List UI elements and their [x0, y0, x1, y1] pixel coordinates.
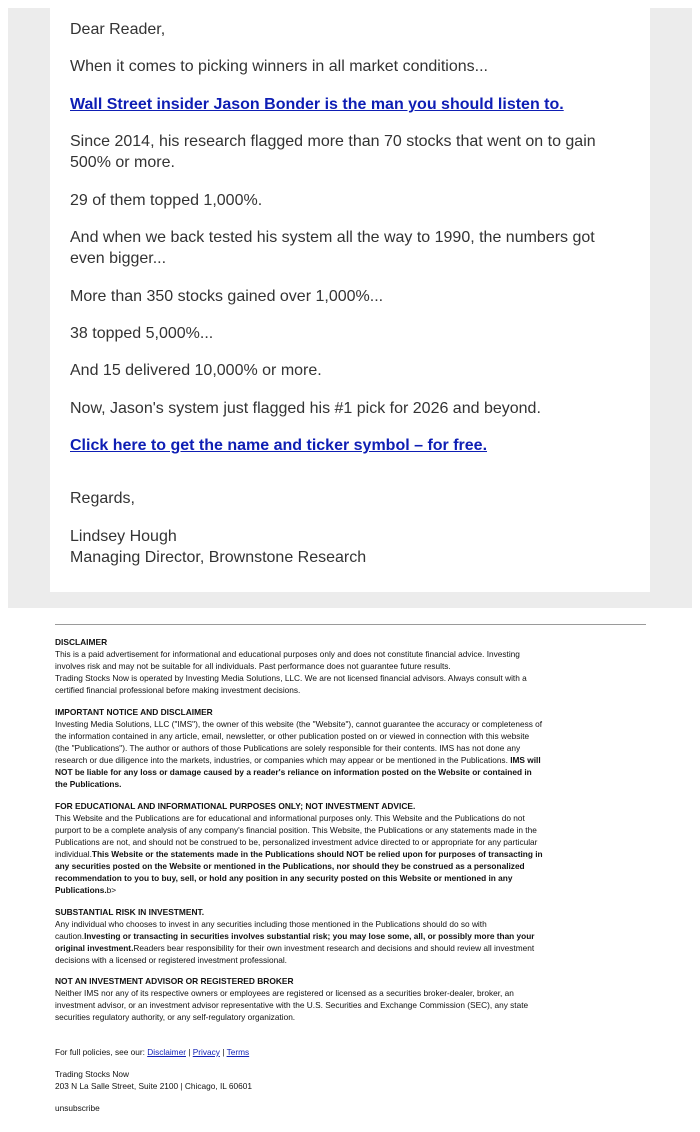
- disclaimer-text: This is a paid advertisement for informational and educational purposes only and does not constitute financial advice. Investing involves risk and may not be suitable for all individuals. Past performance does not guarantee future results. Trading Stocks Now is operated by Investing Media Solutions, LLC. We are not licensed financial advisors. Always consult with a certified financial professional before making investment decisions.: [55, 649, 527, 695]
- free-ticker-link[interactable]: Click here to get the name and ticker symbol – for free.: [70, 437, 488, 454]
- educational-text: This Website and the Publications are for educational and informational purposes only. This Website and the Publications do not purport to be a complete analysis of any company's financial position. This Website, the Publications or any statements made in the Publications are not, and should not be construed to be, personalized investment advice directed to or appropriate for any particular individual.This Website or the statements made in the Publications should NOT be relied upon for purposes of transacting in any securities posted on the Website or mentioned in the Publications, nor should they be construed as a personalized recommendation to you to buy, sell, or hold any position in any security posted on this Website or mentioned in any Publications.b>: [55, 813, 543, 895]
- company-info: [55, 1068, 650, 1092]
- company-name: Trading Stocks Now: [55, 1069, 129, 1079]
- paragraph-1: When it comes to picking winners in all market conditions...: [70, 58, 488, 75]
- paragraph-7: And 15 delivered 10,000% or more.: [70, 362, 322, 379]
- paragraph-3: 29 of them topped 1,000%.: [70, 192, 263, 209]
- notice-text: Investing Media Solutions, LLC ("IMS"), the owner of this website (the "Website"), cannot guarantee the accuracy or completeness of the information contained in any article, email, newsletter, or other publication posted on or viewed in connection with this website (the "Publications"). The author or authors of those Publications are solely responsible for their contents. IMS has not done any research or due diligence into the markets, industries, or companies which may appear or be mentioned in the Publications. IMS will NOT be liable for any loss or damage caused by a reader's reliance on information posted on the Website or contained in the Publications.: [55, 719, 543, 789]
- educational-title: FOR EDUCATIONAL AND INFORMATIONAL PURPOSES ONLY; NOT INVESTMENT ADVICE.: [55, 801, 416, 811]
- unsubscribe-link[interactable]: unsubscribe: [55, 1103, 100, 1113]
- paragraph-4: And when we back tested his system all the way to 1990, the numbers got even bigger...: [70, 229, 595, 267]
- risk-section: [55, 906, 650, 966]
- signature-title: Managing Director, Brownstone Research: [70, 549, 367, 566]
- paragraph-2: Since 2014, his research flagged more than 70 stocks that went on to gain 500% or more.: [70, 133, 596, 171]
- educational-section: [55, 800, 650, 896]
- disclaimer-section: [55, 636, 650, 696]
- privacy-link[interactable]: Privacy: [192, 1047, 220, 1057]
- policies-line: For full policies, see our: Disclaimer | Privacy | Terms: [55, 1047, 250, 1057]
- greeting: Dear Reader,: [70, 21, 166, 38]
- regards: Regards,: [70, 490, 135, 507]
- paragraph-5: More than 350 stocks gained over 1,000%...: [70, 288, 384, 305]
- notice-title: IMPORTANT NOTICE AND DISCLAIMER: [55, 707, 213, 717]
- risk-text: Any individual who chooses to invest in any securities including those mentioned in the Publications should do so with caution.Investing or transacting in securities involves substantial risk; you may lose some, all, or possibly more than your original investment.Readers bear responsibility for their own investment research and decisions and should review all investment decisions with a licensed or registered investment professional.: [55, 919, 535, 965]
- notice-section: [55, 706, 650, 790]
- paragraph-8: Now, Jason's system just flagged his #1 pick for 2026 and beyond.: [70, 400, 541, 417]
- signature-name: Lindsey Hough: [70, 528, 177, 545]
- bonder-link[interactable]: Wall Street insider Jason Bonder is the man you should listen to.: [70, 96, 564, 113]
- disclaimer-link[interactable]: Disclaimer: [147, 1047, 186, 1057]
- advisor-text: Neither IMS nor any of its respective owners or employees are registered or licensed as a securities broker-dealer, broker, an investment advisor, or an investment advisor representative with the U.S. Securities and Exchange Commission (SEC), any state securities regulatory authority, or any self-regulatory organization.: [55, 988, 529, 1022]
- risk-title: SUBSTANTIAL RISK IN INVESTMENT.: [55, 907, 205, 917]
- footer-divider: [55, 624, 646, 625]
- paragraph-6: 38 topped 5,000%...: [70, 325, 214, 342]
- disclaimer-title: DISCLAIMER: [55, 637, 108, 647]
- terms-link[interactable]: Terms: [226, 1047, 250, 1057]
- advisor-section: [55, 975, 650, 1023]
- advisor-title: NOT AN INVESTMENT ADVISOR OR REGISTERED BROKER: [55, 976, 294, 986]
- company-address: 203 N La Salle Street, Suite 2100 | Chicago, IL 60601: [55, 1081, 252, 1091]
